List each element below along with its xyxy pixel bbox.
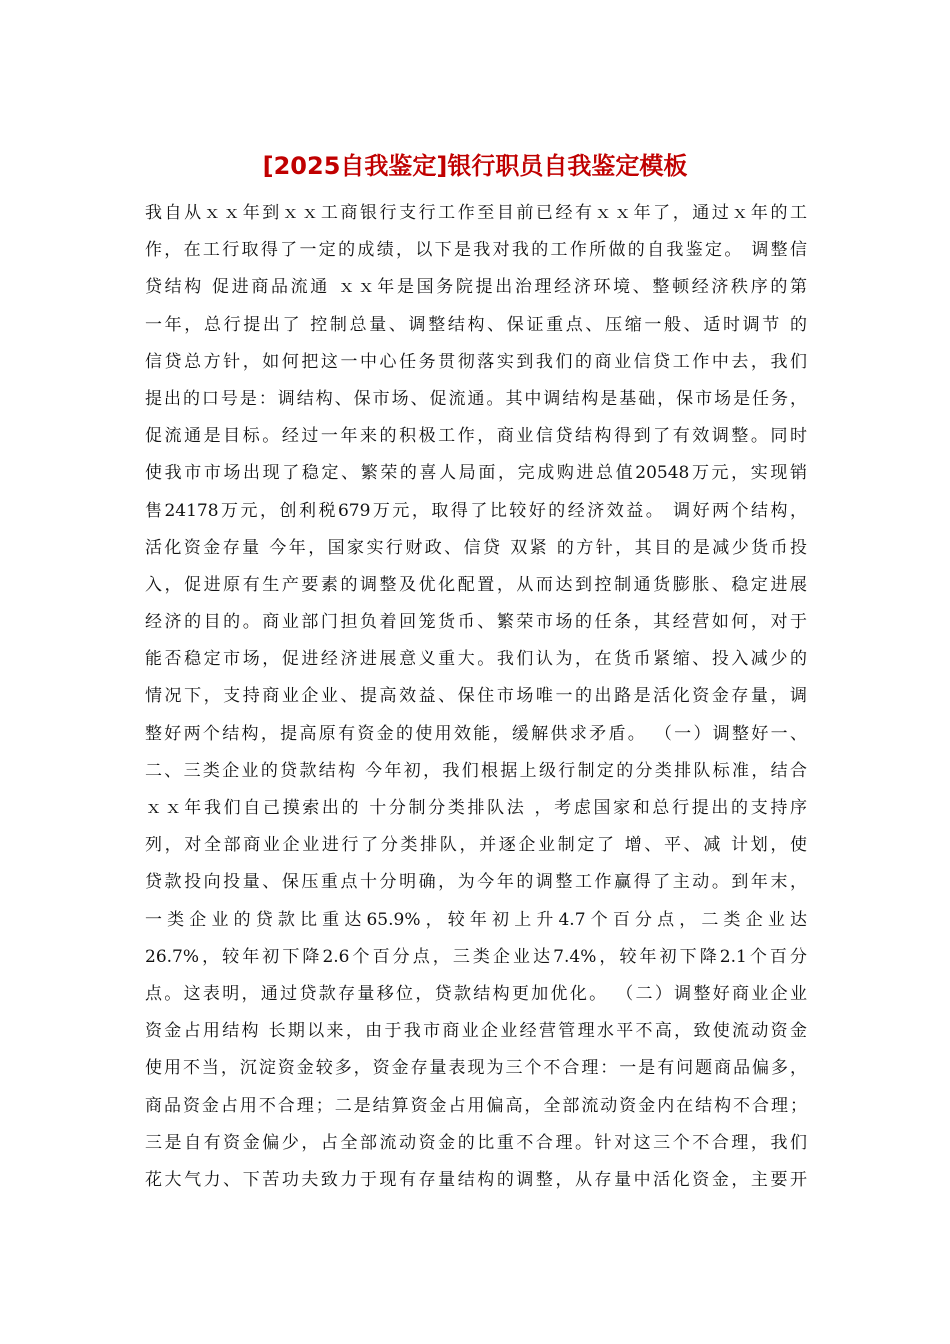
body-line: 点。这表明，通过贷款存量移位，贷款结构更加优化。 （二）调整好商业企业 xyxy=(145,983,807,1004)
body-line: 入，促进原有生产要素的调整及优化配置，从而达到控制通货膨胀、稳定进展 xyxy=(145,574,807,595)
document-body xyxy=(145,195,807,1199)
body-line: 活化资金存量 今年，国家实行财政、信贷 双紧 的方针，其目的是减少货币投 xyxy=(145,537,807,558)
body-line: 列，对全部商业企业进行了分类排队，并逐企业制定了 增、平、减 计划，使 xyxy=(145,835,807,856)
body-line: 作，在工行取得了一定的成绩，以下是我对我的工作所做的自我鉴定。 调整信 xyxy=(145,240,807,261)
body-line: 一类企业的贷款比重达65.9%，较年初上升4.7个百分点，二类企业达 xyxy=(145,909,807,930)
body-line: 贷结构 促进商品流通 ｘｘ年是国务院提出治理经济环境、整顿经济秩序的第 xyxy=(145,277,807,298)
body-line: 使用不当，沉淀资金较多，资金存量表现为三个不合理：一是有问题商品偏多， xyxy=(145,1058,807,1079)
body-line: 资金占用结构 长期以来，由于我市商业企业经营管理水平不高，致使流动资金 xyxy=(145,1021,807,1042)
body-line: 售24178万元，创利税679万元，取得了比较好的经济效益。 调好两个结构， xyxy=(145,500,807,521)
document-title: [2025自我鉴定]银行职员自我鉴定模板 xyxy=(262,152,688,180)
body-line: 经济的目的。商业部门担负着回笼货币、繁荣市场的任条，其经营如何，对于 xyxy=(145,612,807,633)
body-line: 花大气力、下苦功夫致力于现有存量结构的调整，从存量中活化资金，主要开 xyxy=(145,1169,807,1190)
body-line: 我自从ｘｘ年到ｘｘ工商银行支行工作至目前已经有ｘｘ年了，通过ｘ年的工 xyxy=(145,203,807,223)
body-line: ｘｘ年我们自己摸索出的 十分制分类排队法 ，考虑国家和总行提出的支持序 xyxy=(145,798,807,818)
body-line: 能否稳定市场，促进经济进展意义重大。我们认为，在货币紧缩、投入减少的 xyxy=(145,649,807,670)
body-line: 情况下，支持商业企业、提高效益、保住市场唯一的出路是活化资金存量，调 xyxy=(145,686,807,707)
body-line: 提出的口号是：调结构、保市场、促流通。其中调结构是基础，保市场是任务， xyxy=(145,388,807,409)
body-line: 三是自有资金偏少，占全部流动资金的比重不合理。针对这三个不合理，我们 xyxy=(145,1132,807,1153)
body-line: 贷款投向投量、保压重点十分明确，为今年的调整工作赢得了主动。到年末， xyxy=(145,872,807,893)
body-line: 使我市市场出现了稳定、繁荣的喜人局面，完成购进总值20548万元，实现销 xyxy=(145,463,807,484)
body-line: 信贷总方针，如何把这一中心任务贯彻落实到我们的商业信贷工作中去，我们 xyxy=(145,351,807,372)
body-line: 促流通是目标。经过一年来的积极工作，商业信贷结构得到了有效调整。同时 xyxy=(145,426,807,447)
body-line: 整好两个结构，提高原有资金的使用效能，缓解供求矛盾。 （一）调整好一、 xyxy=(145,723,807,744)
body-line: 一年，总行提出了 控制总量、调整结构、保证重点、压缩一般、适时调节 的 xyxy=(145,314,807,335)
body-line: 26.7%，较年初下降2.6个百分点，三类企业达7.4%，较年初下降2.1个百分 xyxy=(145,946,807,967)
body-line: 二、三类企业的贷款结构 今年初，我们根据上级行制定的分类排队标准，结合 xyxy=(145,760,807,781)
body-line: 商品资金占用不合理；二是结算资金占用偏高，全部流动资金内在结构不合理； xyxy=(145,1095,807,1116)
